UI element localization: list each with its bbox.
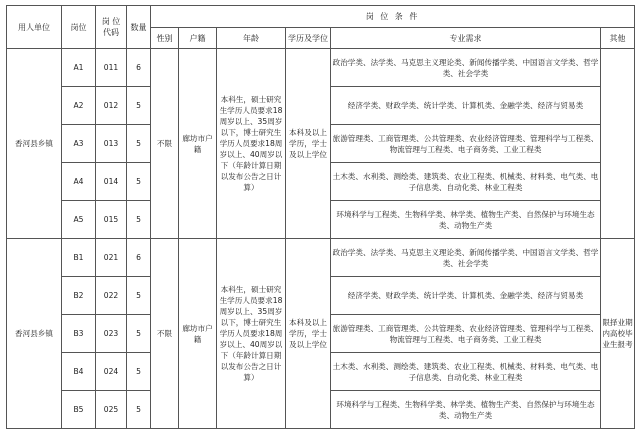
gender-cell: 不限 (151, 239, 179, 429)
post-cell: A3 (62, 125, 96, 163)
count-cell: 5 (127, 277, 151, 315)
major-cell: 经济学类、财政学类、统计学类、计算机类、金融学类、经济与贸易类 (331, 277, 601, 315)
code-cell: 022 (96, 277, 127, 315)
count-cell: 5 (127, 87, 151, 125)
post-cell: B4 (62, 353, 96, 391)
header-conditions: 岗 位 条 件 (151, 6, 635, 28)
post-cell: A1 (62, 49, 96, 87)
table-row (7, 239, 635, 277)
code-cell: 015 (96, 201, 127, 239)
unit-cell: 香河县乡镇 (7, 239, 62, 429)
major-cell: 政治学类、法学类、马克思主义理论类、新闻传播学类、中国语言文学类、哲学类、社会学类 (331, 49, 601, 87)
code-cell: 014 (96, 163, 127, 201)
count-cell: 5 (127, 163, 151, 201)
post-cell: A4 (62, 163, 96, 201)
other-cell (601, 49, 635, 239)
header-age: 年龄 (217, 28, 286, 49)
major-cell: 环境科学与工程类、生物科学类、林学类、植物生产类、自然保护与环境生态类、动物生产类 (331, 201, 601, 239)
header-post: 岗位 (62, 6, 96, 49)
hukou-cell: 廊坊市户籍 (179, 239, 217, 429)
age-cell: 本科生，硕士研究生学历人员要求18周岁以上、35周岁以下，博士研究生学历人员要求18周岁以上、40周岁以下（年龄计算日期以发布公告之日计算） (217, 239, 286, 429)
code-cell: 012 (96, 87, 127, 125)
table-row (7, 49, 635, 87)
header-education: 学历及学位 (286, 28, 331, 49)
count-cell: 5 (127, 315, 151, 353)
education-cell: 本科及以上学历，学士及以上学位 (286, 49, 331, 239)
post-cell: B2 (62, 277, 96, 315)
count-cell: 6 (127, 239, 151, 277)
post-cell: A5 (62, 201, 96, 239)
post-cell: B1 (62, 239, 96, 277)
major-cell: 旅游管理类、工商管理类、公共管理类、农业经济管理类、管理科学与工程类、物流管理与工程类、电子商务类、工业工程类 (331, 125, 601, 163)
major-cell: 环境科学与工程类、生物科学类、林学类、植物生产类、自然保护与环境生态类、动物生产类 (331, 391, 601, 429)
major-cell: 旅游管理类、工商管理类、公共管理类、农业经济管理类、管理科学与工程类、物流管理与工程类、电子商务类、工业工程类 (331, 315, 601, 353)
unit-cell: 香河县乡镇 (7, 49, 62, 239)
hukou-cell: 廊坊市户籍 (179, 49, 217, 239)
post-cell: B5 (62, 391, 96, 429)
header-code: 岗 位 代码 (96, 6, 127, 49)
code-cell: 024 (96, 353, 127, 391)
code-cell: 023 (96, 315, 127, 353)
post-cell: A2 (62, 87, 96, 125)
code-cell: 013 (96, 125, 127, 163)
major-cell: 土木类、水利类、测绘类、建筑类、农业工程类、机械类、材料类、电气类、电子信息类、自动化类、林业工程类 (331, 163, 601, 201)
count-cell: 6 (127, 49, 151, 87)
header-hukou: 户籍 (179, 28, 217, 49)
header-unit: 用人单位 (7, 6, 62, 49)
major-cell: 政治学类、法学类、马克思主义理论类、新闻传播学类、中国语言文学类、哲学类、社会学类 (331, 239, 601, 277)
major-cell: 经济学类、财政学类、统计学类、计算机类、金融学类、经济与贸易类 (331, 87, 601, 125)
education-cell: 本科及以上学历，学士及以上学位 (286, 239, 331, 429)
count-cell: 5 (127, 353, 151, 391)
post-cell: B3 (62, 315, 96, 353)
age-cell: 本科生，硕士研究生学历人员要求18周岁以上、35周岁以下，博士研究生学历人员要求18周岁以上、40周岁以下（年龄计算日期以发布公告之日计算） (217, 49, 286, 239)
header-count: 数量 (127, 6, 151, 49)
count-cell: 5 (127, 125, 151, 163)
header-other: 其他 (601, 28, 635, 49)
other-cell: 限择业期内高校毕业生报考 (601, 239, 635, 429)
code-cell: 025 (96, 391, 127, 429)
gender-cell: 不限 (151, 49, 179, 239)
count-cell: 5 (127, 391, 151, 429)
header-gender: 性别 (151, 28, 179, 49)
code-cell: 011 (96, 49, 127, 87)
count-cell: 5 (127, 201, 151, 239)
code-cell: 021 (96, 239, 127, 277)
header-major: 专业需求 (331, 28, 601, 49)
positions-table (6, 5, 635, 429)
major-cell: 土木类、水利类、测绘类、建筑类、农业工程类、机械类、材料类、电气类、电子信息类、自动化类、林业工程类 (331, 353, 601, 391)
